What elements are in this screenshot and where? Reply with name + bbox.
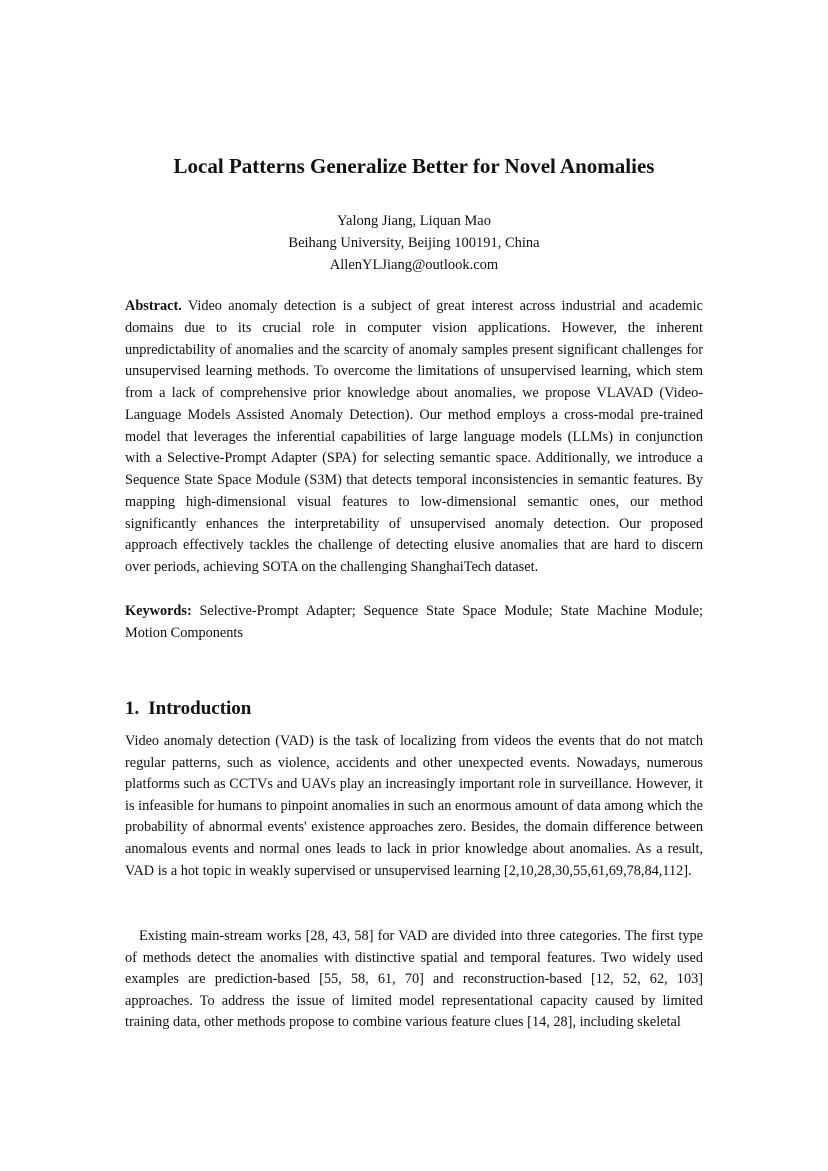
paper-title: Local Patterns Generalize Better for Novel Anomalies	[173, 154, 655, 178]
section-heading	[125, 696, 251, 722]
keywords	[125, 600, 703, 644]
keywords-text: Selective-Prompt Adapter; Sequence State Space Module; State Machine Module; Motion Components	[125, 603, 704, 641]
abstract	[125, 296, 703, 579]
author-affiliation: Beihang University, Beijing 100191, China	[288, 235, 540, 251]
abstract-label: Abstract.	[125, 298, 182, 314]
section-number: 1.	[125, 698, 140, 719]
author-names: Yalong Jiang, Liquan Mao	[337, 213, 491, 229]
body-paragraph-2: Existing main-stream works [28, 43, 58] for VAD are divided into three categories. The first type of methods detect the anomalies with distinctive spatial and temporal features. Two widely used examples are prediction-based [55, 58, 61, 70] and reconstruction-based [12, 52, 62, 103] approaches. To address the issue of limited model representational capacity caused by limited training data, other methods propose to combine various feature clues [14, 28], including skeletal	[125, 928, 703, 1031]
author-block	[0, 210, 828, 276]
body-paragraph-1: Video anomaly detection (VAD) is the task of localizing from videos the events that do not match regular patterns, such as violence, accidents and other unexpected events. Nowadays, numerous platforms such as CCTVs and UAVs play an increasingly important role in surveillance. However, it is infeasible for humans to pinpoint anomalies in such an enormous amount of data among which the probability of abnormal events' existence approaches zero. Besides, the domain difference between anomalous events and normal ones leads to lack in prior knowledge about anomalies. As a result, VAD is a hot topic in weakly supervised or unsupervised learning [2,10,28,30,55,61,69,78,84,112].	[125, 733, 703, 879]
keywords-label: Keywords:	[125, 603, 192, 619]
author-email: AllenYLJiang@outlook.com	[329, 257, 499, 273]
abstract-text: Video anomaly detection is a subject of great interest across industrial and academic domains due to its crucial role in computer vision applications. However, the inherent unpredictability of anomalies and the scarcity of anomaly samples present significant challenges for unsupervised learning methods. To overcome the limitations of unsupervised learning, which stem from a lack of comprehensive prior knowledge about anomalies, we propose VLAVAD (Video-Language Models Assisted Anomaly Detection). Our method employs a cross-modal pre-trained model that leverages the inferential capabilities of large language models (LLMs) in conjunction with a Selective-Prompt Adapter (SPA) for selecting semantic space. Additionally, we introduce a Sequence State Space Module (S3M) that detects temporal inconsistencies in semantic features. By mapping high-dimensional visual features to low-dimensional semantic ones, our method significantly enhances the interpretability of unsupervised anomaly detection. Our proposed approach effectively tackles the challenge of detecting elusive anomalies that are hard to discern over periods, achieving SOTA on the challenging ShanghaiTech dataset.	[125, 298, 703, 575]
section-title: Introduction	[148, 698, 252, 719]
